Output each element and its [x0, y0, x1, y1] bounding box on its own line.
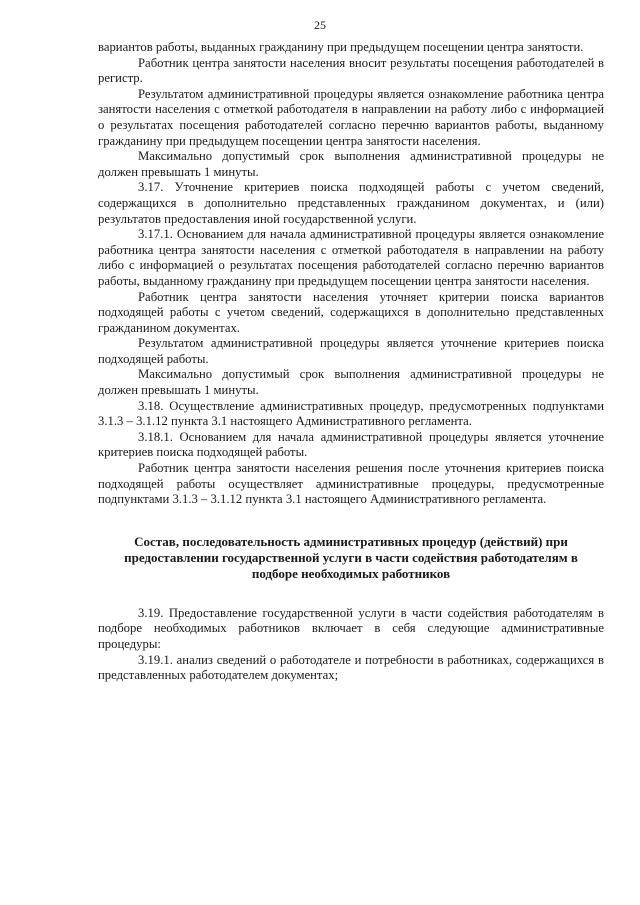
- page-number: 25: [314, 18, 326, 32]
- paragraph: Результатом административной процедуры является уточнение критериев поиска подходящей работы.: [98, 336, 604, 366]
- paragraph: 3.17.1. Основанием для начала административной процедуры является ознакомление работника центра занятости населения с отметкой работодателя в направлении на работу либо с информацией о результатах посещения работодателей согласно перечню вариантов работы, выданному гражданину при предыдущем посещении центра занятости населения.: [98, 227, 604, 288]
- paragraph: Максимально допустимый срок выполнения административной процедуры не должен превышать 1 минуты.: [98, 149, 604, 179]
- section-heading: Состав, последовательность административных процедур (действий) при предоставлении государственной услуги в части содействия работодателям в подборе необходимых работников: [124, 533, 578, 581]
- paragraph: Работник центра занятости населения решения после уточнения критериев поиска подходящей работы осуществляет административные процедуры, предусмотренные подпунктами 3.1.3 – 3.1.12 пункта 3.1 настоящего Административного регламента.: [98, 461, 604, 507]
- paragraph: Работник центра занятости населения уточняет критерии поиска вариантов подходящей работы с учетом сведений, содержащихся в дополнительно представленных гражданином документах.: [98, 289, 604, 335]
- paragraph: 3.19. Предоставление государственной услуги в части содействия работодателям в подборе необходимых работников включает в себя следующие административные процедуры:: [98, 605, 604, 651]
- paragraph: 3.19.1. анализ сведений о работодателе и потребности в работниках, содержащихся в представленных работодателем документах;: [98, 652, 604, 683]
- document-body: [98, 40, 604, 684]
- paragraph: 3.18. Осуществление административных процедур, предусмотренных подпунктами 3.1.3 – 3.1.12 пункта 3.1 настоящего Административного регламента.: [98, 398, 604, 429]
- paragraph: Результатом административной процедуры является ознакомление работника центра занятости населения с отметкой работодателя в направлении на работу либо с информацией о результатах посещения работодателей согласно перечню вариантов работы, выданному гражданину при предыдущем посещении центра занятости населения.: [98, 86, 604, 148]
- paragraph: вариантов работы, выданных гражданину при предыдущем посещении центра занятости.: [98, 40, 584, 54]
- paragraph: Максимально допустимый срок выполнения административной процедуры не должен превышать 1 минуты.: [98, 367, 604, 398]
- paragraph: 3.18.1. Основанием для начала административной процедуры является уточнение критериев поиска подходящей работы.: [98, 429, 604, 460]
- paragraph: 3.17. Уточнение критериев поиска подходящей работы с учетом сведений, содержащихся в дополнительно представленных гражданином документах, и (или) результатов предоставления иной государственной услуги.: [98, 180, 604, 226]
- paragraph: Работник центра занятости населения вносит результаты посещения работодателей в регистр.: [98, 55, 604, 86]
